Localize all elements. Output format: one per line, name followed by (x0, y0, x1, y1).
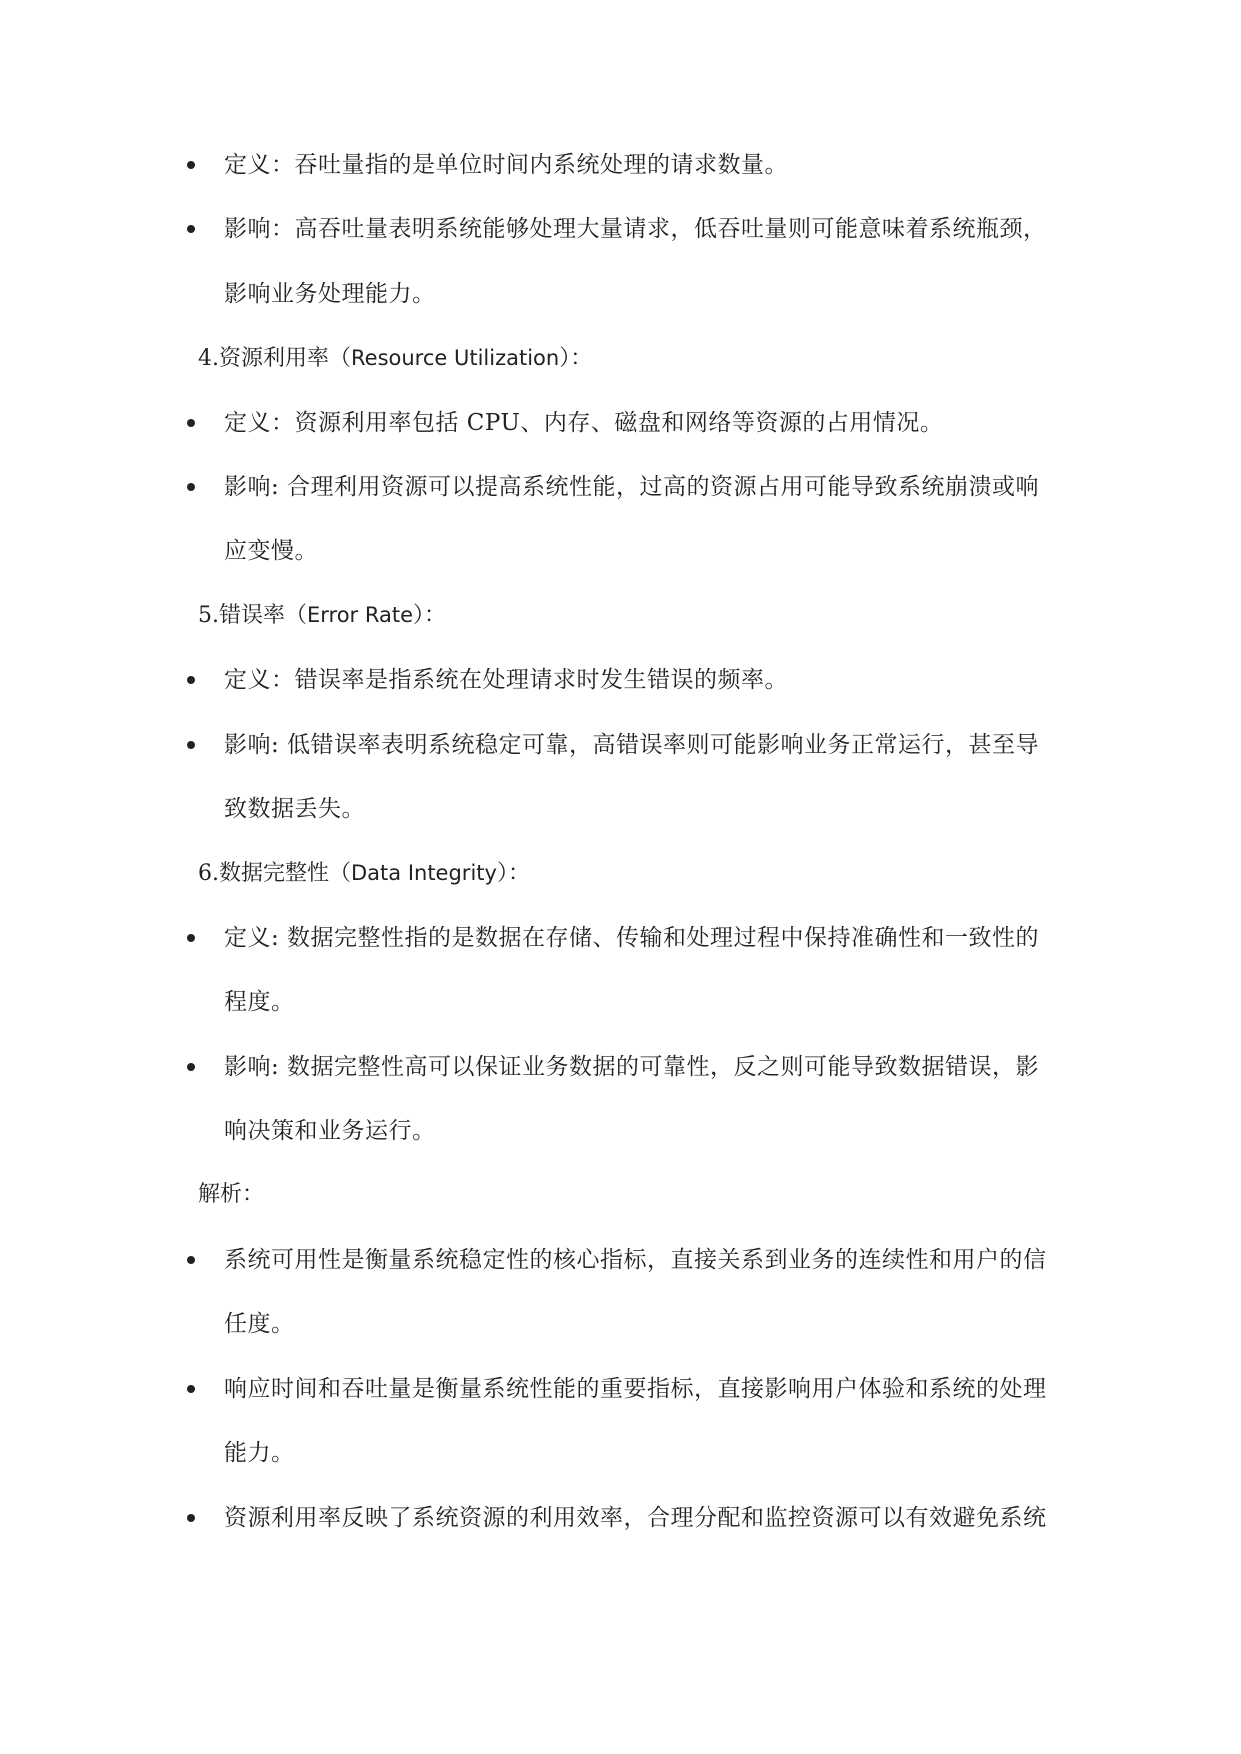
data-integrity-impact-line2: 响决策和业务运行。 (224, 1118, 436, 1144)
bullet-icon (187, 1385, 195, 1393)
heading-latin: Data Integrity (351, 861, 497, 885)
analysis-item2-line1: 响应时间和吞吐量是衡量系统性能的重要指标，直接影响用户体验和系统的处理 (224, 1376, 1047, 1402)
heading-latin: Resource Utilization (351, 346, 560, 370)
error-rate-impact-line1: 影响: 低错误率表明系统稳定可靠，高错误率则可能影响业务正常运行，甚至导 (224, 732, 1040, 758)
analysis-item3-line1: 资源利用率反映了系统资源的利用效率，合理分配和监控资源可以有效避免系统 (224, 1505, 1047, 1531)
bullet-icon (187, 419, 195, 427)
heading-suffix: ）： (496, 861, 530, 886)
bullet-icon (187, 1256, 195, 1264)
resource-impact-line1: 影响: 合理利用资源可以提高系统性能，过高的资源占用可能导致系统崩溃或响 (224, 474, 1040, 500)
bullet-icon (187, 1063, 195, 1071)
section-heading-error-rate (198, 600, 446, 631)
bullet-icon (187, 225, 195, 233)
bullet-icon (187, 1514, 195, 1522)
data-integrity-definition-line1: 定义: 数据完整性指的是数据在存储、传输和处理过程中保持准确性和一致性的 (224, 925, 1040, 951)
heading-prefix: 5.错误率（ (198, 603, 307, 628)
error-rate-definition: 定义：错误率是指系统在处理请求时发生错误的频率。 (224, 667, 788, 693)
bullet-icon (187, 483, 195, 491)
analysis-item2-line2: 能力。 (224, 1440, 295, 1466)
heading-latin: Error Rate (307, 603, 414, 627)
bullet-icon (187, 161, 195, 169)
heading-suffix: ）： (559, 346, 593, 371)
bullet-icon (187, 934, 195, 942)
heading-prefix: 6.数据完整性（ (198, 861, 351, 886)
bullet-icon (187, 676, 195, 684)
section-heading-data-integrity (198, 858, 530, 889)
bullet-icon (187, 741, 195, 749)
error-rate-impact-line2: 致数据丢失。 (224, 796, 365, 822)
throughput-impact-line1: 影响：高吞吐量表明系统能够处理大量请求，低吞吐量则可能意味着系统瓶颈， (224, 216, 1047, 242)
analysis-item1-line2: 任度。 (224, 1311, 295, 1337)
throughput-definition: 定义：吞吐量指的是单位时间内系统处理的请求数量。 (224, 152, 788, 178)
resource-impact-line2: 应变慢。 (224, 538, 318, 564)
analysis-heading: 解析： (198, 1182, 265, 1207)
heading-prefix: 4.资源利用率（ (198, 346, 351, 371)
section-heading-resource (198, 343, 592, 374)
analysis-item1-line1: 系统可用性是衡量系统稳定性的核心指标，直接关系到业务的连续性和用户的信 (224, 1247, 1047, 1273)
throughput-impact-line2: 影响业务处理能力。 (224, 281, 436, 307)
data-integrity-impact-line1: 影响: 数据完整性高可以保证业务数据的可靠性，反之则可能导致数据错误，影 (224, 1054, 1040, 1080)
resource-definition: 定义：资源利用率包括 CPU、内存、磁盘和网络等资源的占用情况。 (224, 410, 944, 436)
data-integrity-definition-line2: 程度。 (224, 989, 295, 1015)
heading-suffix: ）： (413, 603, 447, 628)
